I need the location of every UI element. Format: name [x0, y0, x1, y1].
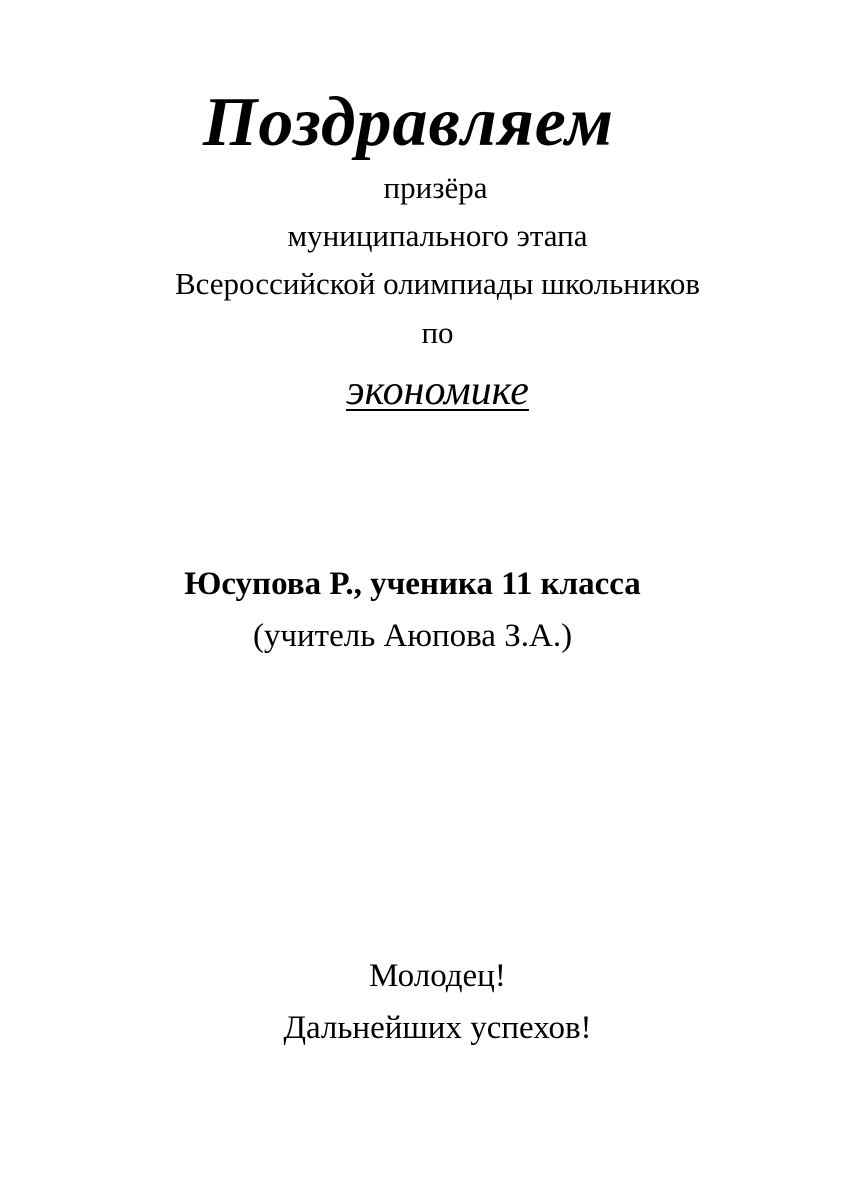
wishes-text: Дальнейших успехов! — [283, 1010, 592, 1046]
award-line-title: призёра — [383, 170, 488, 205]
certificate-headline: Поздравляем — [202, 84, 615, 161]
award-line-preposition: по — [421, 315, 454, 350]
student-name: Юсупова Р., ученика 11 класса — [184, 566, 641, 602]
award-line-olympiad: Всероссийской олимпиады школьников — [174, 266, 701, 301]
subject-line — [13, 364, 849, 418]
teacher-name: (учитель Аюпова З.А.) — [252, 618, 573, 654]
subject-name: экономике — [346, 368, 529, 414]
praise-text: Молодец! — [369, 958, 506, 994]
award-line-stage: муниципального этапа — [287, 218, 588, 253]
